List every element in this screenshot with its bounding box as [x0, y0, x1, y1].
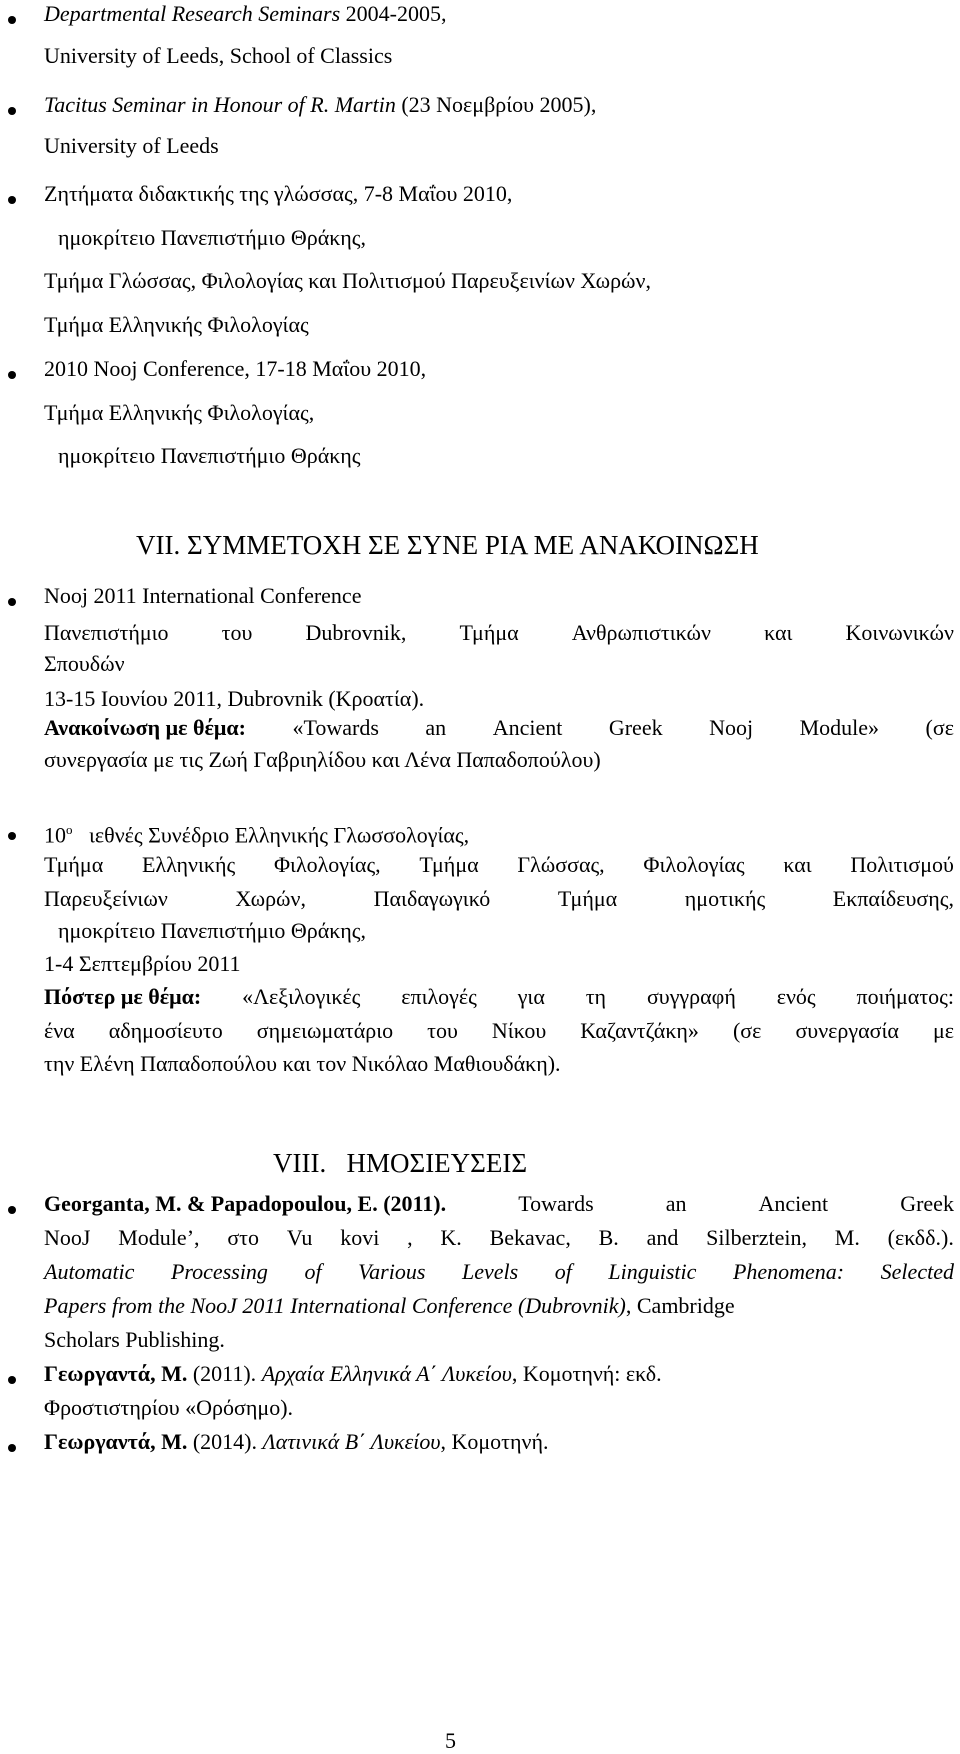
book-title: Αρχαία Ελληνικά Α΄ Λυκείου — [261, 1361, 512, 1386]
text-line: Φροστιστηρίου «Ορόσημο). — [44, 1395, 294, 1420]
word: Πανεπιστήμιο — [44, 620, 169, 645]
list-item — [44, 1429, 548, 1455]
word: Τμήμα — [419, 852, 479, 877]
seminar-date: (23 Νοεμβρίου 2005), — [395, 92, 597, 117]
text-line: University of Leeds, School of Classics — [44, 43, 393, 68]
word: kovi — [340, 1225, 380, 1250]
word: «Λεξιλογικές — [242, 984, 361, 1009]
word: ένα — [44, 1018, 75, 1043]
ordinal-number: 10 — [44, 822, 66, 848]
word: Various — [358, 1259, 426, 1284]
word: τη — [585, 984, 607, 1009]
word: Phenomena: — [732, 1259, 845, 1284]
word: Ancient — [758, 1191, 829, 1216]
justified-line — [44, 886, 954, 912]
word: Dubrovnik, — [305, 620, 407, 645]
word: με — [932, 1018, 954, 1043]
publication-year: (2014). — [187, 1429, 263, 1454]
word: Νίκου — [491, 1018, 547, 1043]
word: και — [764, 620, 793, 645]
word: Φιλολογίας, — [273, 852, 381, 877]
word: στο — [227, 1225, 260, 1250]
text-line: την Ελένη Παπαδοπούλου και τον Νικόλαο Μαθιουδάκη). — [44, 1051, 561, 1076]
word: αδημοσίευτο — [108, 1018, 223, 1043]
word: (εκδδ.). — [887, 1225, 954, 1250]
word: Module’, — [118, 1225, 200, 1250]
list-item — [44, 92, 596, 118]
word: Πολιτισμού — [850, 852, 954, 877]
bullet — [8, 1376, 16, 1384]
word: Τμήμα — [557, 886, 618, 911]
word: «Towards — [292, 715, 379, 740]
text-line: Τμήμα Γλώσσας, Φιλολογίας και Πολιτισμού Παρευξεινίων Χωρών, — [44, 268, 651, 293]
page-number: 5 — [445, 1728, 456, 1753]
word: σημειωματάριο — [256, 1018, 394, 1043]
word: of — [554, 1259, 572, 1284]
bullet — [8, 196, 16, 204]
word: (σε — [925, 715, 954, 740]
bullet — [8, 107, 16, 115]
text-line: Τμήμα Ελληνικής Φιλολογίας, — [44, 400, 315, 425]
text-line: 1-4 Σεπτεμβρίου 2011 — [44, 951, 241, 976]
list-item — [44, 1, 446, 27]
text-line: 13-15 Ιουνίου 2011, Dubrovnik (Κροατία). — [44, 686, 425, 711]
list-item: Ζητήματα διδακτικής της γλώσσας, 7-8 Μαΐου 2010, — [44, 181, 513, 206]
word: συνεργασία — [795, 1018, 899, 1043]
word: Παρευξείνιων — [44, 886, 168, 911]
text-line: ημοκρίτειο Πανεπιστήμιο Θράκης, — [58, 225, 367, 250]
word: an — [665, 1191, 687, 1216]
word: Γλώσσας, — [517, 852, 605, 877]
word: Linguistic — [608, 1259, 697, 1284]
word: Selected — [880, 1259, 954, 1284]
word: of — [304, 1259, 322, 1284]
word: Module» — [799, 715, 880, 740]
justified-line — [44, 1191, 954, 1217]
word: για — [517, 984, 545, 1009]
word: ενός — [776, 984, 816, 1009]
word: an — [425, 715, 447, 740]
justified-line — [44, 1225, 954, 1251]
word: , — [407, 1225, 413, 1250]
text-line: συνεργασία με τις Ζωή Γαβριηλίδου και Λένα Παπαδοπούλου) — [44, 747, 601, 772]
word: Ancient — [492, 715, 563, 740]
word: Nooj — [709, 715, 754, 740]
word: του — [427, 1018, 458, 1043]
word: Καζαντζάκη» — [580, 1018, 699, 1043]
word: Εκπαίδευσης, — [832, 886, 954, 911]
word: NooJ — [44, 1225, 91, 1250]
word: Κοινωνικών — [845, 620, 954, 645]
bullet — [8, 1206, 16, 1214]
word: Greek — [900, 1191, 954, 1216]
text-line: Τμήμα Ελληνικής Φιλολογίας — [44, 312, 309, 337]
publisher-prefix: , Cambridge — [625, 1293, 735, 1318]
text-line: University of Leeds — [44, 133, 219, 158]
word: B. — [598, 1225, 619, 1250]
word: Greek — [608, 715, 663, 740]
word: M. — [834, 1225, 860, 1250]
ordinal-suffix: ο — [66, 822, 73, 837]
list-item: Nooj 2011 International Conference — [44, 583, 362, 608]
text-line: Scholars Publishing. — [44, 1327, 225, 1352]
word: Automatic — [44, 1259, 135, 1284]
publication-author: Γεωργαντά, Μ. — [44, 1361, 188, 1386]
word: επιλογές — [401, 984, 477, 1009]
word: Τμήμα — [44, 852, 104, 877]
word: K. — [440, 1225, 462, 1250]
word: ποιήματος: — [856, 984, 954, 1009]
text-line: Σπουδών — [44, 651, 125, 676]
bullet — [8, 16, 16, 24]
list-item — [44, 817, 469, 848]
justified-line — [44, 1018, 954, 1044]
word: Processing — [170, 1259, 268, 1284]
book-title: Λατινικά Β΄ Λυκείου — [262, 1429, 441, 1454]
publication-place: , Κομοτηνή: εκδ. — [511, 1361, 662, 1386]
word: Ελληνικής — [141, 852, 236, 877]
publication-author: Georganta, M. & Papadopoulou, E. (2011). — [44, 1191, 447, 1216]
word: Vu — [286, 1225, 313, 1250]
word: και — [783, 852, 812, 877]
word: Silberztein, — [706, 1225, 807, 1250]
word: Χωρών, — [235, 886, 306, 911]
justified-line — [44, 852, 954, 878]
word: Τμήμα — [459, 620, 519, 645]
seminar-years: 2004-2005, — [340, 1, 447, 26]
word: Towards — [518, 1191, 594, 1216]
word: Bekavac, — [489, 1225, 571, 1250]
section-heading: VII. ΣΥΜΜΕΤΟΧΗ ΣΕ ΣΥΝΕ ΡΙΑ ΜΕ ΑΝΑΚΟΙΝΩΣΗ — [136, 530, 759, 560]
justified-line — [44, 984, 954, 1010]
list-item — [44, 1361, 954, 1387]
publication-year: (2011). — [187, 1361, 262, 1386]
section-heading: VIII. ΗΜΟΣΙΕΥΣΕΙΣ — [273, 1148, 528, 1178]
book-title: Papers from the NooJ 2011 International Conference (Dubrovnik) — [44, 1293, 626, 1318]
publication-author: Γεωργαντά, Μ. — [44, 1429, 188, 1454]
word: and — [646, 1225, 679, 1250]
text-line: ημοκρίτειο Πανεπιστήμιο Θράκης, — [58, 918, 367, 943]
word: Φιλολογίας — [643, 852, 745, 877]
text-line — [44, 1293, 735, 1319]
word: (σε — [732, 1018, 762, 1043]
bullet — [8, 1444, 16, 1452]
word: ημοτικής — [684, 886, 766, 911]
bullet — [8, 598, 16, 606]
announcement-label: Ανακοίνωση με θέμα: — [44, 715, 246, 740]
justified-line — [44, 620, 954, 646]
word: συγγραφή — [646, 984, 736, 1009]
conference-title: ιεθνές Συνέδριο Ελληνικής Γλωσσολογίας, — [89, 822, 470, 848]
word: του — [221, 620, 253, 645]
seminar-title: Tacitus Seminar in Honour of R. Martin — [44, 92, 396, 117]
bullet — [8, 371, 16, 379]
word: Levels — [461, 1259, 519, 1284]
poster-label: Πόστερ με θέμα: — [44, 984, 202, 1009]
list-item: 2010 Nooj Conference, 17-18 Μαΐου 2010, — [44, 356, 427, 381]
word: Ανθρωπιστικών — [571, 620, 711, 645]
justified-line — [44, 1259, 954, 1285]
text-line: ημοκρίτειο Πανεπιστήμιο Θράκης — [58, 443, 361, 468]
publication-place: , Κομοτηνή. — [440, 1429, 549, 1454]
seminar-title: Departmental Research Seminars — [44, 1, 341, 26]
word: Παιδαγωγικό — [373, 886, 491, 911]
justified-line — [44, 715, 954, 741]
bullet — [8, 832, 16, 840]
